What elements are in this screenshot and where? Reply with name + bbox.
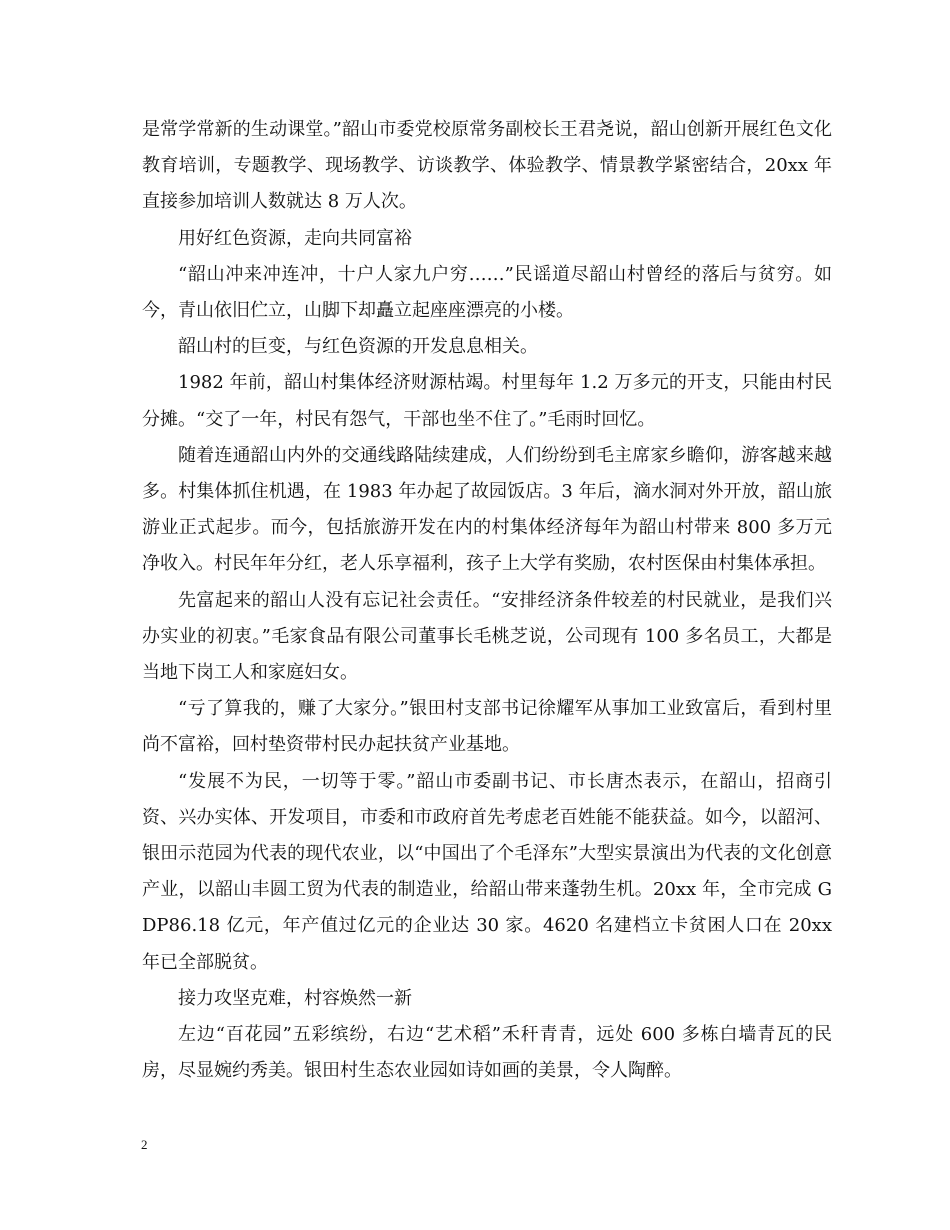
paragraph: “亏了算我的，赚了大家分。”银田村支部书记徐耀军从事加工业致富后，看到村里尚不富裕，回村垫资带村民办起扶贫产业基地。 bbox=[142, 698, 832, 756]
paragraph: 是常学常新的生动课堂。”韶山市委党校原常务副校长王君尧说，韶山创新开展红色文化教育培训，专题教学、现场教学、访谈教学、体验教学、情景教学紧密结合，20xx 年直接参加培训人数就达 8 万人次。 bbox=[142, 119, 832, 213]
paragraph: “发展不为民，一切等于零。”韶山市委副书记、市长唐杰表示，在韶山，招商引资、兴办实体、开发项目，市委和市政府首先考虑老百姓能不能获益。如今，以韶河、银田示范园为代表的现代农业，以“中国出了个毛泽东”大型实景演出为代表的文化创意产业，以韶山丰圆工贸为代表的制造业，给韶山带来蓬勃生机。20xx 年，全市完成 GDP86.18 亿元，年产值过亿元的企业达 30 家。4620 名建档立卡贫困人口在 20xx 年已全部脱贫。 bbox=[142, 770, 832, 973]
document-body bbox=[142, 112, 832, 1089]
paragraph: 韶山村的巨变，与红色资源的开发息息相关。 bbox=[178, 336, 538, 358]
page-number: 2 bbox=[141, 1137, 148, 1152]
paragraph: 左边“百花园”五彩缤纷，右边“艺术稻”禾秆青青，远处 600 多栋白墙青瓦的民房，尽显婉约秀美。银田村生态农业园如诗如画的美景，令人陶醉。 bbox=[142, 1024, 832, 1082]
paragraph: 1982 年前，韶山村集体经济财源枯竭。村里每年 1.2 万多元的开支，只能由村民分摊。“交了一年，村民有怨气，干部也坐不住了。”毛雨时回忆。 bbox=[142, 372, 832, 430]
paragraph: 随着连通韶山内外的交通线路陆续建成，人们纷纷到毛主席家乡瞻仰，游客越来越多。村集体抓住机遇，在 1983 年办起了故园饭店。3 年后，滴水洞对外开放，韶山旅游业正式起步。而今，包括旅游开发在内的村集体经济每年为韶山村带来 800 多万元净收入。村民年年分红，老人乐享福利，孩子上大学有奖励，农村医保由村集体承担。 bbox=[142, 444, 832, 575]
paragraph: “韶山冲来冲连冲，十户人家九户穷……”民谣道尽韶山村曾经的落后与贫穷。如今，青山依旧伫立，山脚下却矗立起座座漂亮的小楼。 bbox=[142, 263, 832, 322]
section-heading: 接力攻坚克难，村容焕然一新 bbox=[178, 987, 412, 1009]
section-heading: 用好红色资源，走向共同富裕 bbox=[178, 227, 412, 249]
paragraph: 先富起来的韶山人没有忘记社会责任。“安排经济条件较差的村民就业，是我们兴办实业的初衷。”毛家食品有限公司董事长毛桃芝说，公司现有 100 多名员工，大都是当地下岗工人和家庭妇女。 bbox=[142, 589, 832, 684]
